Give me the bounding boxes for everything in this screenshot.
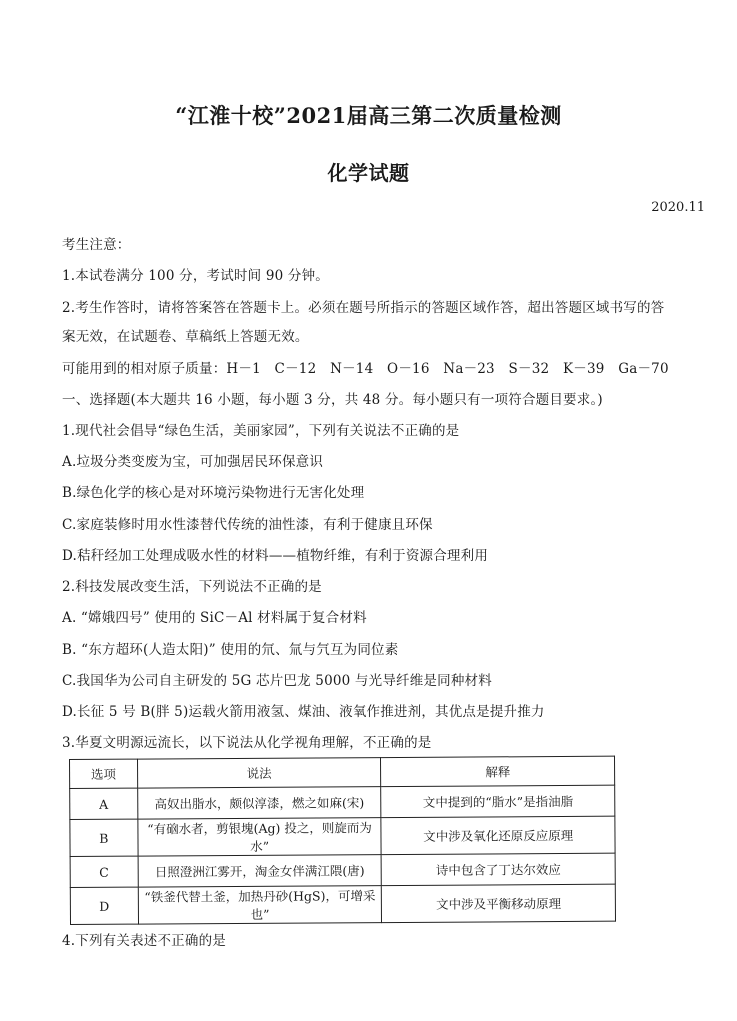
q1-option-a: A.垃圾分类变废为宝，可加强居民环保意识 (62, 454, 324, 470)
q1-option-b: B.绿色化学的核心是对环境污染物进行无害化处理 (62, 485, 365, 501)
notice-item-1: 1.本试卷满分 100 分，考试时间 90 分钟。 (62, 268, 329, 284)
q1-option-c: C.家庭装修时用水性漆替代传统的油性漆，有利于健康且环保 (62, 517, 433, 533)
exam-title: “江淮十校”2021届高三第二次质量检测 (175, 103, 562, 128)
table-cell-statement: 高奴出脂水，颇似淳漆，燃之如麻(宋) (137, 787, 381, 819)
q3-stem: 3.华夏文明源远流长，以下说法从化学视角理解，不正确的是 (62, 735, 432, 751)
table-cell-option: D (70, 887, 138, 924)
table-cell-option: B (70, 819, 138, 856)
q2-option-a: A. “嫦娥四号” 使用的 SiC－Al 材料属于复合材料 (62, 610, 367, 626)
q1-option-d: D.秸秆经加工处理成吸水性的材料——植物纤维，有利于资源合理利用 (62, 548, 489, 564)
table-cell-statement: 日照澄洲江雾开，淘金女伴满江隈(唐) (138, 855, 382, 887)
table-row (70, 853, 615, 887)
table-row (70, 816, 615, 856)
table-row (70, 884, 615, 924)
notice-item-2-line-1: 2.考生作答时，请将答案答在答题卡上。必须在题号所指示的答题区域作答，超出答题区域书写的答 (62, 300, 665, 316)
notice-heading: 考生注意： (62, 237, 131, 253)
q1-stem: 1.现代社会倡导“绿色生活，美丽家园”，下列有关说法不正确的是 (62, 423, 460, 439)
atomic-masses: 可能用到的相对原子质量：H－1 C－12 N－14 O－16 Na－23 S－32 K－39 Ga－70 (62, 361, 669, 377)
q2-option-d: D.长征 5 号 B(胖 5)运载火箭用液氢、煤油、液氧作推进剂，其优点是提升推力 (62, 704, 545, 720)
table-cell-explanation: 诗中包含了丁达尔效应 (382, 853, 616, 885)
table-header-statement: 说法 (137, 758, 381, 788)
table-header-row (70, 756, 615, 788)
q2-option-c: C.我国华为公司自主研发的 5G 芯片巴龙 5000 与光导纤维是同种材料 (62, 673, 492, 689)
table-cell-option: C (70, 856, 138, 887)
subject-title: 化学试题 (327, 161, 410, 185)
table-cell-explanation: 文中提到的“脂水”是指油脂 (381, 785, 615, 817)
q2-stem: 2.科技发展改变生活，下列说法不正确的是 (62, 579, 322, 595)
table-row (70, 785, 615, 819)
q2-option-b: B. “东方超环(人造太阳)” 使用的氘、氚与氕互为同位素 (62, 642, 399, 658)
table-header-explanation: 解释 (381, 756, 615, 786)
notice-item-2-line-2: 案无效，在试题卷、草稿纸上答题无效。 (62, 329, 309, 345)
table-header-option: 选项 (70, 759, 138, 788)
q4-stem: 4.下列有关表述不正确的是 (62, 933, 226, 949)
table-cell-statement: “铁釜代替土釜，加热丹砂(HgS)，可增采也” (138, 886, 382, 924)
q3-options-table (69, 756, 616, 925)
table-cell-explanation: 文中涉及平衡移动原理 (382, 884, 616, 922)
exam-date: 2020.11 (651, 200, 705, 215)
table-cell-statement: “有硇水者，剪银塊(Ag) 投之，则旋而为水” (138, 818, 382, 856)
table-cell-option: A (70, 788, 138, 819)
section-1-heading: 一、选择题(本大题共 16 小题，每小题 3 分，共 48 分。每小题只有一项符合题目要求。) (62, 392, 603, 408)
table-cell-explanation: 文中涉及氧化还原反应原理 (381, 816, 615, 854)
